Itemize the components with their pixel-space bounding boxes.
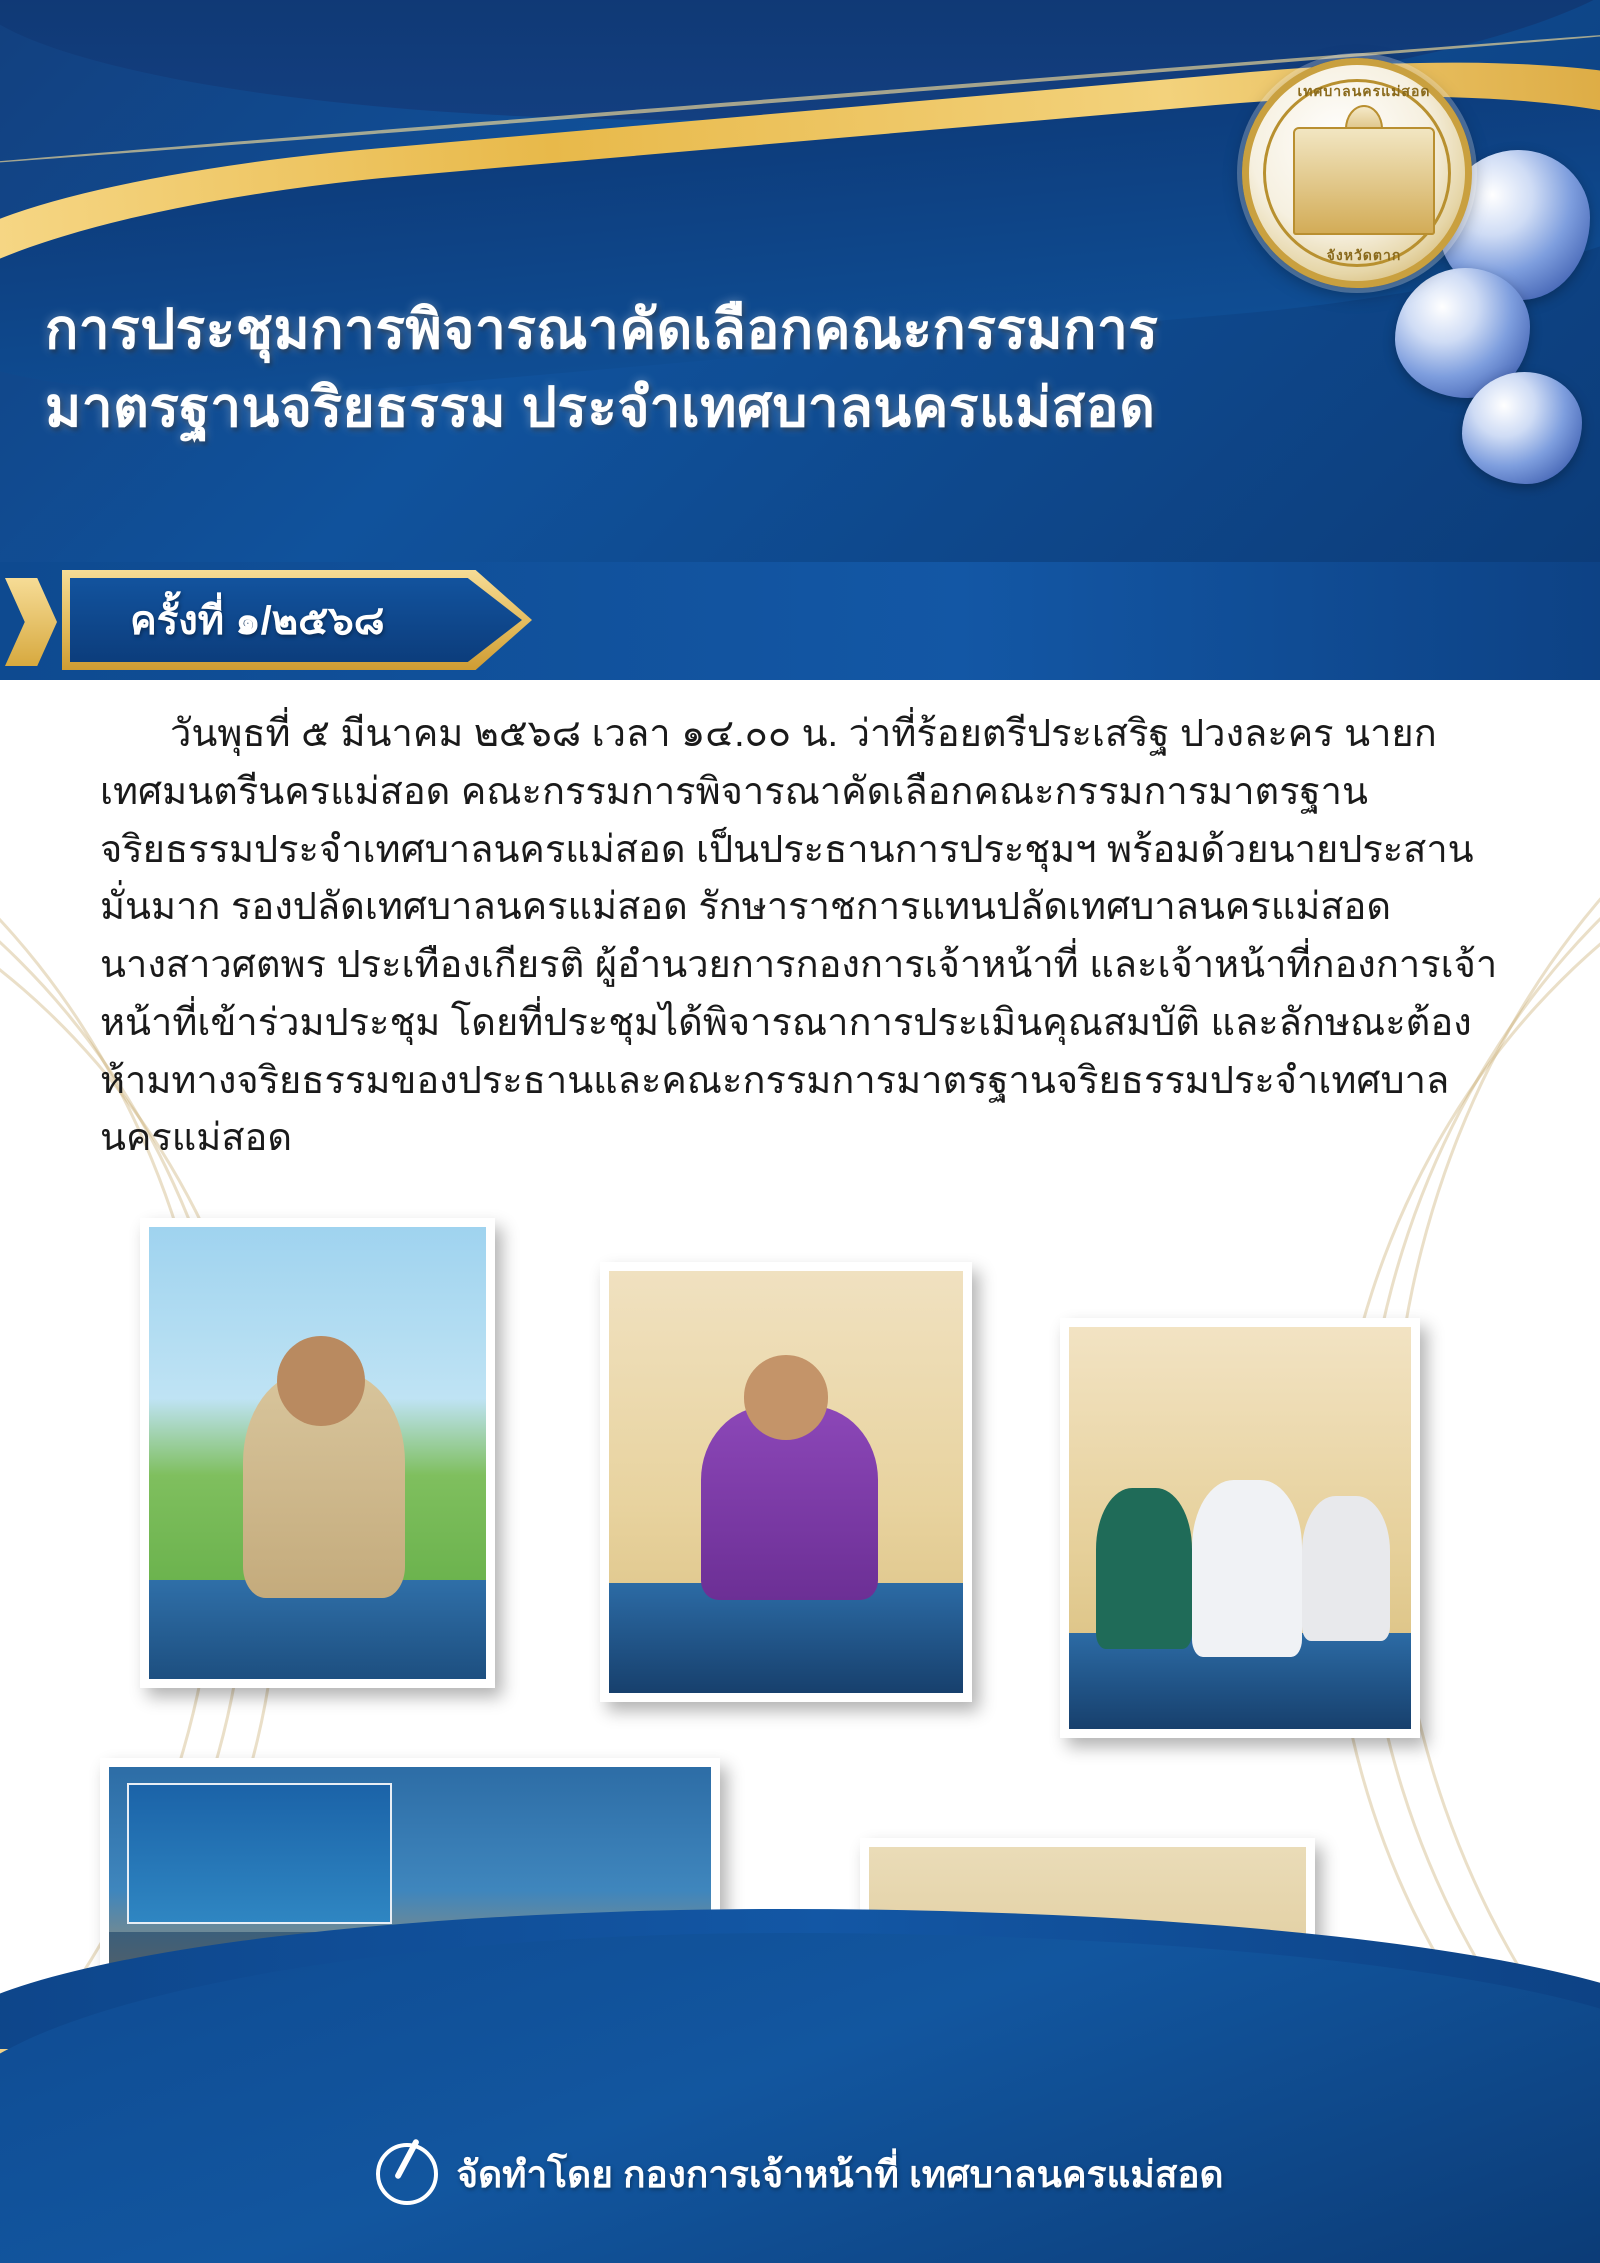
body-paragraph-text: วันพุธที่ ๕ มีนาคม ๒๕๖๘ เวลา ๑๔.๐๐ น. ว่าที่ร้อยตรีประเสริฐ ปวงละคร นายกเทศมนตรีนครแม่สอด คณะกรรมการพิจารณาคัดเลือกคณะกรรมการมาตรฐานจริยธรรมประจำเทศบาลนครแม่สอด เป็นประธานการประชุมฯ พร้อมด้วยนายประสาน มั่นมาก รองปลัดเทศบาลนครแม่สอด รักษาราชการแทนปลัดเทศบาลนครแม่สอด นางสาวศตพร ประเทืองเกียรติ ผู้อำนวยการกองการเจ้าหน้าที่ และเจ้าหน้าที่กองการเจ้าหน้าที่เข้าร่วมประชุม โดยที่ประชุมได้พิจารณาการประเมินคุณสมบัติ และลักษณะต้องห้ามทางจริยธรรมของประธานและคณะกรรมการมาตรฐานจริยธรรมประจำเทศบาลนครแม่สอด	[100, 713, 1498, 1160]
photo-3-image	[1069, 1327, 1411, 1729]
footer-wave	[0, 1933, 1600, 2263]
badge-label: ครั้งที่ ๑/๒๕๖๘	[130, 599, 385, 643]
emblem-bottom-label: จังหวัดตาก	[1326, 247, 1402, 263]
photo-1-person-head	[277, 1336, 365, 1426]
page-title	[45, 290, 1365, 446]
photo-2-image	[609, 1271, 963, 1693]
megaphone-icon	[376, 2143, 438, 2205]
photo-3-person-left	[1096, 1488, 1192, 1649]
footer-credit-label: จัดทำโดย กองการเจ้าหน้าที่ เทศบาลนครแม่สอด	[456, 2153, 1224, 2195]
photo-3-person-center	[1192, 1480, 1301, 1657]
photo-3	[1060, 1318, 1420, 1738]
photo-2-person-head	[744, 1355, 829, 1439]
photo-3-person-right	[1302, 1496, 1391, 1641]
emblem-top-label: เทศบาลนครแม่สอด	[1297, 83, 1431, 99]
photo-4-backdrop-banner	[127, 1783, 392, 1923]
footer	[0, 2143, 1600, 2205]
photo-1	[140, 1218, 495, 1688]
body-paragraph	[100, 706, 1520, 1168]
photo-2	[600, 1262, 972, 1702]
title-line-1: การประชุมการพิจารณาคัดเลือกคณะกรรมการ	[45, 298, 1159, 360]
emblem-building-shape	[1293, 127, 1435, 235]
title-line-2: มาตรฐานจริยธรรม ประจำเทศบาลนครแม่สอด	[45, 376, 1156, 439]
photo-1-image	[149, 1227, 486, 1679]
municipality-emblem-icon	[1242, 58, 1472, 288]
orchid-flower-icon	[1462, 372, 1582, 484]
